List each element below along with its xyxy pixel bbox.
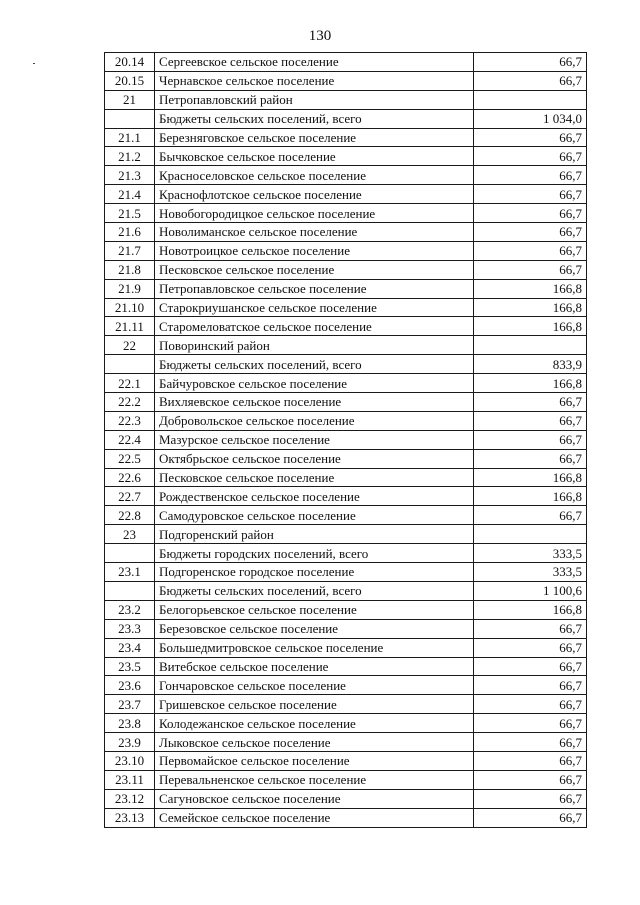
amount-value: 333,5 [474,544,587,563]
table-row [105,109,587,128]
row-number: 23.10 [105,751,155,770]
table-row [105,185,587,204]
settlement-name: Петропавловский район [155,90,474,109]
row-number: 21.6 [105,223,155,242]
amount-value: 166,8 [474,600,587,619]
settlement-name: Семейское сельское поселение [155,808,474,827]
amount-value: 66,7 [474,789,587,808]
settlement-name: Октябрьское сельское поселение [155,449,474,468]
table-row [105,638,587,657]
settlement-name: Сергеевское сельское поселение [155,53,474,72]
table-row [105,223,587,242]
row-number: 21.1 [105,128,155,147]
settlement-name: Колодежанское сельское поселение [155,714,474,733]
settlement-name: Белогорьевское сельское поселение [155,600,474,619]
table-row [105,204,587,223]
settlement-name: Рождественское сельское поселение [155,487,474,506]
row-number: 23.4 [105,638,155,657]
table-row [105,695,587,714]
settlement-name: Байчуровское сельское поселение [155,374,474,393]
settlement-name: Витебское сельское поселение [155,657,474,676]
settlement-name: Старомеловатское сельское поселение [155,317,474,336]
amount-value [474,525,587,544]
table-row [105,751,587,770]
settlement-name: Березовское сельское поселение [155,619,474,638]
row-number: 21.9 [105,279,155,298]
settlement-name: Бюджеты сельских поселений, всего [155,109,474,128]
table-row [105,128,587,147]
settlement-name: Лыковское сельское поселение [155,733,474,752]
row-number: 22.5 [105,449,155,468]
table-row [105,147,587,166]
table-row [105,619,587,638]
amount-value: 166,8 [474,279,587,298]
row-number: 20.14 [105,53,155,72]
row-number: 23.8 [105,714,155,733]
amount-value: 66,7 [474,619,587,638]
row-number: 22.6 [105,468,155,487]
row-number: 23 [105,525,155,544]
settlement-name: Бюджеты городских поселений, всего [155,544,474,563]
amount-value: 1 034,0 [474,109,587,128]
table-row [105,166,587,185]
row-number: 21.10 [105,298,155,317]
table-row [105,71,587,90]
row-number: 23.11 [105,770,155,789]
amount-value: 66,7 [474,147,587,166]
table-row [105,317,587,336]
table-row [105,525,587,544]
amount-value: 66,7 [474,676,587,695]
amount-value: 66,7 [474,751,587,770]
table-row [105,260,587,279]
settlement-name: Первомайское сельское поселение [155,751,474,770]
table-row [105,657,587,676]
row-number [105,109,155,128]
row-number: 23.12 [105,789,155,808]
settlement-name: Старокриушанское сельское поселение [155,298,474,317]
amount-value: 66,7 [474,733,587,752]
amount-value: 66,7 [474,393,587,412]
row-number: 23.1 [105,563,155,582]
amount-value: 66,7 [474,223,587,242]
amount-value: 66,7 [474,71,587,90]
settlement-name: Березняговское сельское поселение [155,128,474,147]
table-row [105,355,587,374]
row-number: 23.6 [105,676,155,695]
table-row [105,411,587,430]
settlement-name: Перевальненское сельское поселение [155,770,474,789]
amount-value: 166,8 [474,374,587,393]
row-number: 22.8 [105,506,155,525]
amount-value: 66,7 [474,714,587,733]
amount-value: 333,5 [474,563,587,582]
settlement-name: Бюджеты сельских поселений, всего [155,355,474,374]
amount-value: 66,7 [474,430,587,449]
settlement-name: Чернавское сельское поселение [155,71,474,90]
row-number: 23.5 [105,657,155,676]
table-row [105,53,587,72]
settlement-name: Самодуровское сельское поселение [155,506,474,525]
settlement-name: Сагуновское сельское поселение [155,789,474,808]
amount-value: 166,8 [474,298,587,317]
table-row [105,714,587,733]
table-row [105,808,587,827]
amount-value: 66,7 [474,770,587,789]
row-number: 22.7 [105,487,155,506]
row-number: 21.5 [105,204,155,223]
table-row [105,393,587,412]
amount-value: 166,8 [474,487,587,506]
table-row [105,374,587,393]
table-row [105,789,587,808]
settlement-name: Песковское сельское поселение [155,260,474,279]
amount-value: 166,8 [474,317,587,336]
row-number [105,544,155,563]
row-number: 22.2 [105,393,155,412]
table-row [105,600,587,619]
row-number: 20.15 [105,71,155,90]
amount-value: 66,7 [474,166,587,185]
settlement-name: Красноселовское сельское поселение [155,166,474,185]
table-row [105,581,587,600]
amount-value: 166,8 [474,468,587,487]
budget-table-body [105,53,587,828]
settlement-name: Подгоренское городское поселение [155,563,474,582]
row-number: 21.3 [105,166,155,185]
table-row [105,676,587,695]
row-number: 21.7 [105,241,155,260]
settlement-name: Вихляевское сельское поселение [155,393,474,412]
table-row [105,279,587,298]
settlement-name: Добровольское сельское поселение [155,411,474,430]
settlement-name: Поворинский район [155,336,474,355]
table-row [105,468,587,487]
settlement-name: Мазурское сельское поселение [155,430,474,449]
table-row [105,298,587,317]
settlement-name: Новобогородицкое сельское поселение [155,204,474,223]
amount-value: 66,7 [474,657,587,676]
amount-value: 66,7 [474,128,587,147]
amount-value: 833,9 [474,355,587,374]
settlement-name: Большедмитровское сельское поселение [155,638,474,657]
amount-value: 66,7 [474,695,587,714]
row-number [105,581,155,600]
row-number: 23.13 [105,808,155,827]
row-number [105,355,155,374]
amount-value: 66,7 [474,506,587,525]
table-row [105,487,587,506]
settlement-name: Песковское сельское поселение [155,468,474,487]
table-row [105,449,587,468]
row-number: 23.7 [105,695,155,714]
table-row [105,241,587,260]
settlement-name: Краснофлотское сельское поселение [155,185,474,204]
settlement-name: Петропавловское сельское поселение [155,279,474,298]
amount-value [474,336,587,355]
settlement-name: Гришевское сельское поселение [155,695,474,714]
amount-value: 66,7 [474,808,587,827]
row-number: 21.2 [105,147,155,166]
row-number: 21 [105,90,155,109]
row-number: 22 [105,336,155,355]
table-row [105,90,587,109]
table-row [105,733,587,752]
scan-mark [33,63,35,64]
row-number: 22.3 [105,411,155,430]
settlement-name: Бюджеты сельских поселений, всего [155,581,474,600]
row-number: 21.11 [105,317,155,336]
amount-value: 66,7 [474,204,587,223]
table-row [105,544,587,563]
settlement-name: Гончаровское сельское поселение [155,676,474,695]
amount-value: 1 100,6 [474,581,587,600]
amount-value: 66,7 [474,185,587,204]
page-number: 130 [308,28,332,44]
settlement-name: Подгоренский район [155,525,474,544]
settlement-name: Новотроицкое сельское поселение [155,241,474,260]
amount-value: 66,7 [474,260,587,279]
amount-value: 66,7 [474,241,587,260]
amount-value: 66,7 [474,449,587,468]
settlement-name: Новолиманское сельское поселение [155,223,474,242]
row-number: 22.1 [105,374,155,393]
amount-value: 66,7 [474,411,587,430]
row-number: 23.9 [105,733,155,752]
row-number: 23.2 [105,600,155,619]
amount-value [474,90,587,109]
table-row [105,563,587,582]
settlement-name: Бычковское сельское поселение [155,147,474,166]
table-row [105,336,587,355]
table-row [105,770,587,789]
row-number: 21.4 [105,185,155,204]
row-number: 22.4 [105,430,155,449]
table-row [105,430,587,449]
table-row [105,506,587,525]
budget-table [104,52,587,828]
row-number: 21.8 [105,260,155,279]
amount-value: 66,7 [474,53,587,72]
amount-value: 66,7 [474,638,587,657]
row-number: 23.3 [105,619,155,638]
